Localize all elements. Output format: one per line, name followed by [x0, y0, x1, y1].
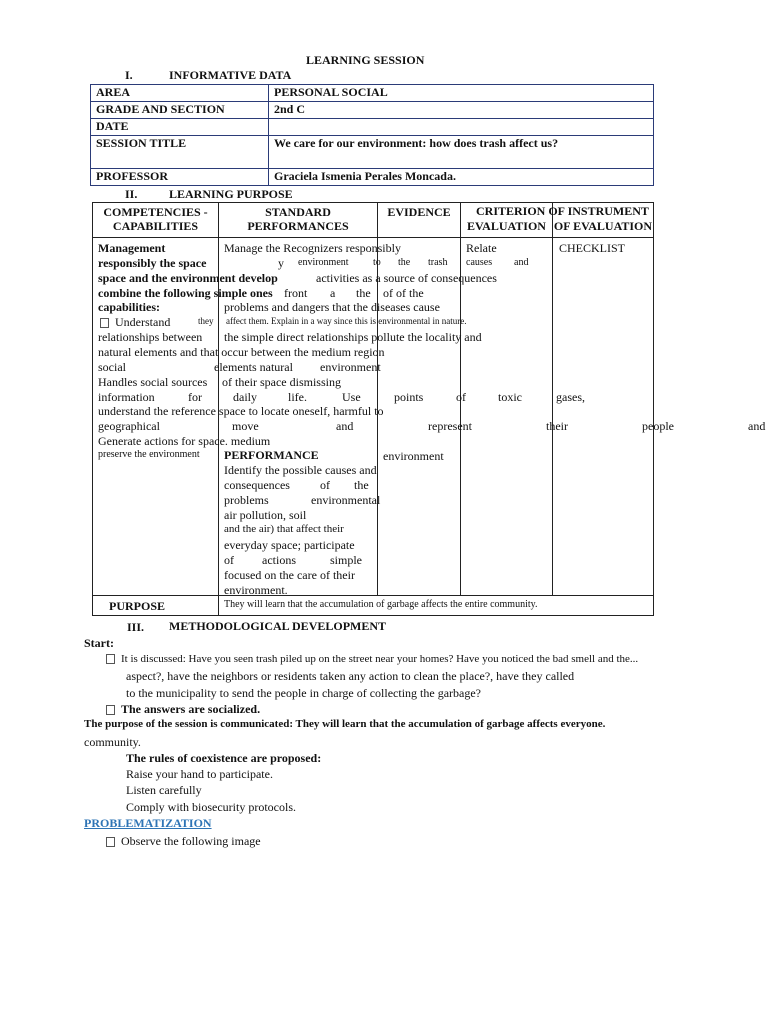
- cell-text: understand the reference space to locate oneself, harmful to: [98, 404, 384, 418]
- cell-text: responsibly the space: [98, 256, 207, 270]
- cell-text: Identify the possible causes and: [224, 463, 377, 477]
- cell-text: consequences: [224, 478, 290, 492]
- table-row: [91, 119, 654, 136]
- list-item: [106, 702, 260, 717]
- cell-text: front: [284, 286, 308, 300]
- rules-heading: The rules of coexistence are proposed:: [126, 751, 322, 765]
- cell-text: the: [354, 478, 369, 492]
- cell-text: of: [456, 390, 466, 404]
- table-row: [91, 85, 654, 102]
- cell-text: life.: [288, 390, 307, 404]
- section-1-number: I.: [125, 68, 133, 82]
- list-item: [106, 834, 261, 849]
- cell-text: everyday space; participate: [224, 538, 355, 552]
- cell-text: trash: [428, 257, 448, 268]
- cell-text: their: [546, 419, 568, 433]
- section-1-heading: INFORMATIVE DATA: [169, 68, 292, 82]
- list-item-text: Observe the following image: [121, 834, 261, 848]
- cell-text: natural elements and that occur between the medium region: [98, 345, 385, 359]
- cell-text: Generate actions for space. medium: [98, 434, 271, 448]
- cell-text: capabilities:: [98, 300, 160, 314]
- cell-text: people: [642, 419, 674, 433]
- capabilities-header: CAPABILITIES: [112, 219, 199, 233]
- area-value: PERSONAL SOCIAL: [269, 85, 654, 102]
- date-label: DATE: [91, 119, 269, 136]
- body-text: aspect?, have the neighbors or residents taken any action to clean the place?, have they called: [126, 669, 575, 683]
- table-row: [91, 136, 654, 169]
- cell-text: and the air) that affect their: [224, 523, 344, 535]
- cell-text: causes: [466, 257, 493, 268]
- professor-label: PROFESSOR: [91, 169, 269, 186]
- cell-text: to: [373, 257, 381, 268]
- purpose-label: PURPOSE: [109, 599, 166, 613]
- criterion-evaluation-header: EVALUATION: [467, 219, 546, 233]
- cell-text: and: [514, 257, 529, 268]
- body-text: The purpose of the session is communicated: They will learn that the accumulation of garbage affects everyone.: [84, 718, 606, 730]
- cell-text: and: [336, 419, 354, 433]
- section-2-heading: LEARNING PURPOSE: [169, 187, 293, 201]
- cell-text-inner: Understand: [115, 315, 171, 329]
- problematization-heading: PROBLEMATIZATION: [84, 816, 212, 830]
- cell-text: activities as a source of consequences: [316, 271, 497, 285]
- criterion-header: CRITERION OF INSTRUMENT: [476, 204, 649, 218]
- cell-text: they: [198, 316, 214, 326]
- session-title-value: We care for our environment: how does trash affect us?: [269, 136, 654, 169]
- cell-text: gases,: [556, 390, 585, 404]
- table-row: [93, 596, 654, 616]
- rule-item: Listen carefully: [126, 783, 202, 797]
- cell-text: environment: [383, 449, 444, 463]
- cell-text: Use: [342, 390, 361, 404]
- cell-text: Handles social sources: [98, 375, 208, 389]
- cell-text: [100, 315, 170, 330]
- standard-header: STANDARD: [265, 205, 331, 219]
- cell-text: social: [98, 360, 126, 374]
- list-item-text: The answers are socialized.: [121, 702, 261, 716]
- table-row: [91, 169, 654, 186]
- cell-text: environment: [320, 360, 381, 374]
- cell-text: the simple direct relationships pollute the locality and: [224, 330, 482, 344]
- cell-text: for: [188, 390, 202, 404]
- performances-header: PERFORMANCES: [247, 219, 349, 233]
- instrument-evaluation-header: OF EVALUATION: [553, 219, 653, 233]
- bullet-square-icon: [106, 837, 115, 847]
- cell-text: geographical: [98, 419, 160, 433]
- cell-text: y: [278, 256, 284, 270]
- cell-text: elements natural: [214, 360, 293, 374]
- cell-text: actions: [262, 553, 296, 567]
- cell-text: the: [398, 257, 411, 268]
- cell-text: of of the: [383, 286, 424, 300]
- cell-text: the: [356, 286, 371, 300]
- body-text: community.: [84, 735, 141, 749]
- purpose-value: They will learn that the accumulation of garbage affects the entire community.: [224, 599, 538, 610]
- cell-text: a: [330, 286, 336, 300]
- bullet-square-icon: [106, 705, 115, 715]
- section-3-number: III.: [127, 620, 145, 634]
- informative-data-table: [90, 84, 654, 186]
- cell-text: simple: [330, 553, 362, 567]
- cell-text: daily: [233, 390, 257, 404]
- date-value: [269, 119, 654, 136]
- cell-text: relationships between: [98, 330, 203, 344]
- cell-text: toxic: [498, 390, 522, 404]
- rule-item: Raise your hand to participate.: [126, 767, 273, 781]
- section-3-heading: METHODOLOGICAL DEVELOPMENT: [169, 619, 387, 633]
- grade-label: GRADE AND SECTION: [91, 102, 269, 119]
- cell-text: environmental: [311, 493, 381, 507]
- start-label: Start:: [84, 636, 114, 650]
- cell-text: preserve the environment: [98, 449, 200, 460]
- cell-text: of: [320, 478, 330, 492]
- section-2-number: II.: [125, 187, 138, 201]
- cell-text: combine the following simple ones: [98, 286, 273, 300]
- page-title: LEARNING SESSION: [306, 53, 425, 67]
- professor-value: Graciela Ismenia Perales Moncada.: [269, 169, 654, 186]
- cell-text: of: [224, 553, 234, 567]
- list-item: [106, 653, 638, 665]
- performance-heading: PERFORMANCE: [224, 448, 319, 462]
- cell-text: and: [748, 419, 766, 433]
- cell-text: points: [394, 390, 424, 404]
- cell-text: air pollution, soil: [224, 508, 307, 522]
- cell-text: focused on the care of their: [224, 568, 355, 582]
- area-label: AREA: [91, 85, 269, 102]
- body-text: to the municipality to send the people in charge of collecting the garbage?: [126, 686, 481, 700]
- cell-text: Relate: [466, 241, 497, 255]
- cell-text: information: [98, 390, 155, 404]
- cell-text: Manage the Recognizers responsibly: [224, 241, 401, 255]
- cell-text: move: [232, 419, 259, 433]
- cell-text: environment: [298, 257, 349, 268]
- competencies-header: COMPETENCIES -: [103, 205, 208, 219]
- cell-text: space and the environment develop: [98, 271, 278, 285]
- cell-text: represent: [428, 419, 472, 433]
- cell-text: Management: [98, 241, 166, 255]
- bullet-square-icon: [106, 654, 115, 664]
- cell-text: problems and dangers that the diseases cause: [224, 300, 440, 314]
- grade-value: 2nd C: [269, 102, 654, 119]
- cell-text: problems: [224, 493, 269, 507]
- rule-item: Comply with biosecurity protocols.: [126, 800, 296, 814]
- list-item-text: It is discussed: Have you seen trash piled up on the street near your homes? Have you noticed the bad smell and the...: [121, 653, 639, 665]
- table-row: [91, 102, 654, 119]
- cell-text: CHECKLIST: [559, 241, 625, 255]
- evidence-header: EVIDENCE: [387, 205, 451, 219]
- cell-text: environment.: [224, 583, 288, 597]
- session-title-label: SESSION TITLE: [91, 136, 269, 169]
- cell-text: of their space dismissing: [222, 375, 341, 389]
- cell-text: affect them. Explain in a way since this is environmental in nature.: [226, 316, 467, 326]
- bullet-square-icon: [100, 318, 109, 328]
